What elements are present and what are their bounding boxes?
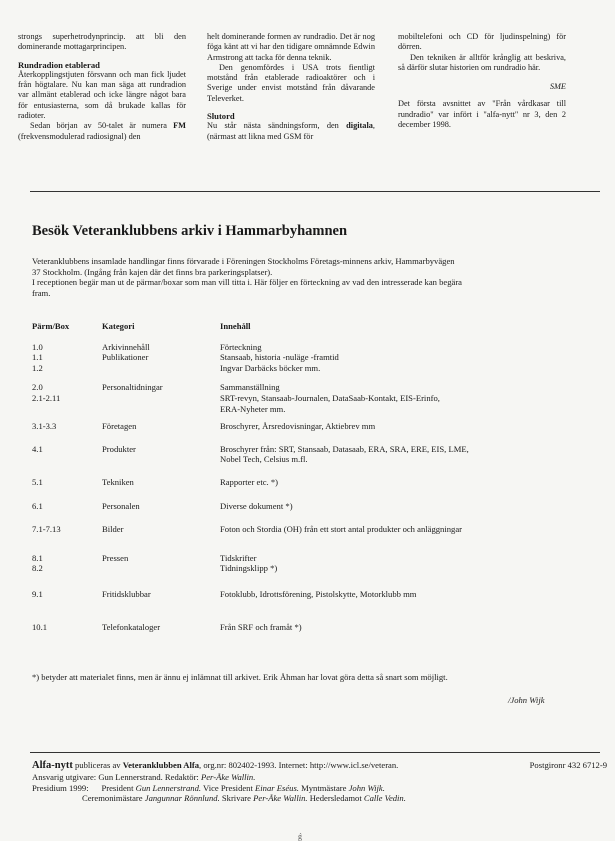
cell-content-line: Fotoklubb, Idrottsförening, Pistolskytte, Motorklubb mm — [220, 588, 417, 599]
cell-box — [32, 342, 102, 374]
text-span: (frekvensmodulerad radiosignal) den — [18, 131, 141, 141]
cell-category-line: Bilder — [102, 524, 124, 535]
digitala-term: digitala — [346, 121, 373, 131]
cell-category-line: Personalen — [102, 500, 140, 511]
cell-category — [102, 622, 220, 633]
postgiro-number: Postgironr 432 6712-9 — [529, 760, 607, 770]
cell-content-line: Förteckning — [220, 341, 262, 352]
cell-content — [220, 553, 592, 574]
text-span: , (närmast att likna med GSM för — [207, 121, 375, 141]
cell-box-line: 10.1 — [32, 621, 48, 632]
text-span: Hedersledamot — [307, 793, 364, 804]
cell-category-line: Personaltidningar — [102, 382, 163, 393]
cell-box-line: 2.1-2.11 — [32, 392, 61, 403]
cell-content — [220, 589, 592, 600]
col3-paragraph-1: mobiltelefoni och CD för ljudinspelning) för dörren. — [398, 32, 566, 52]
col3-paragraph-2: Den tekniken är alltför krånglig att beskriva, så därför slutar historien om rundradio här. — [398, 52, 566, 72]
cell-box-line: 8.1 — [32, 552, 43, 563]
footnote: *) betyder att materialet finns, men är ännu ej inlämnat till arkivet. Erik Åhman har lovat göra detta så snart som möjligt. — [32, 672, 448, 682]
intro-paragraph-1: Veteranklubbens insamlade handlingar finns förvarade i Föreningen Stockholms Företags-minnens arkiv, Hammarbyvägen 37 Stockholm. (Ingång från kajen där det finns bra parkeringsplatser). — [32, 256, 455, 277]
page-mark: ǵ — [298, 832, 302, 841]
cell-box-line: 5.1 — [32, 476, 43, 487]
fm-term: FM — [173, 121, 186, 131]
president-name: Gun Lennerstrand. — [135, 782, 202, 793]
cell-content — [220, 622, 592, 633]
table-body — [32, 342, 592, 633]
cell-box-line: 4.1 — [32, 443, 43, 454]
text-span: Myntmästare — [298, 782, 349, 793]
cell-content-line: Ingvar Darbäcks böcker mm. — [220, 362, 321, 373]
secretary-name: Per-Åke Wallin. — [253, 793, 308, 804]
archive-table — [32, 321, 592, 650]
text-span: Nu står nästa sändningsform, den — [207, 121, 347, 131]
colophon-line-4 — [32, 793, 607, 804]
cell-box-line: 7.1-7.13 — [32, 524, 61, 535]
article-signature: SME — [549, 82, 566, 92]
cell-box — [32, 477, 102, 488]
cell-box — [32, 589, 102, 600]
intro-paragraph-2: I receptionen begär man ut de pärmar/boxar som man vill titta i. Här följer en förteckning av vad den intresserade kan begära fram. — [32, 277, 462, 298]
section-heading: Besök Veteranklubbens arkiv i Hammarbyhamnen — [32, 223, 348, 239]
master-of-ceremonies-name: Jangunnar Rönnlund. — [144, 793, 220, 804]
cell-content-line: Diverse dokument *) — [220, 500, 293, 511]
colophon-line-3 — [32, 783, 607, 794]
col1-lead: strongs superhetrodynprincip. att bli den dominerande mottagarprincipen. — [18, 32, 186, 52]
text-span: President — [101, 782, 136, 793]
cell-category-line: Telefonkataloger — [102, 621, 161, 632]
cell-content-line: Rapporter etc. *) — [220, 476, 278, 487]
cell-box-line: 1.2 — [32, 362, 43, 373]
cell-content-line: Nobel Tech, Celsius m.fl. — [220, 454, 308, 465]
cell-category — [102, 477, 220, 488]
table-row — [32, 477, 592, 488]
header-category: Kategori — [102, 321, 135, 331]
cell-content-line: Från SRF och framåt *) — [220, 621, 302, 632]
cell-box — [32, 501, 102, 512]
table-row — [32, 589, 592, 600]
article-column-3 — [398, 32, 566, 130]
cell-content-line: Tidskrifter — [220, 552, 257, 563]
colophon — [32, 760, 607, 804]
header-content: Innehåll — [220, 321, 251, 331]
table-row — [32, 444, 592, 465]
cell-content — [220, 342, 592, 374]
cell-box-line: 1.1 — [32, 352, 43, 363]
cell-content-line: Foton och Stordia (OH) från ett stort antal produkter och anläggningar — [220, 524, 462, 535]
cell-content-line: Tidningsklipp *) — [220, 563, 278, 574]
cell-category-line: Pressen — [102, 552, 129, 563]
table-row — [32, 382, 592, 414]
cell-category-line — [102, 393, 220, 404]
cell-content-line: Broschyrer, Årsredovisningar, Aktiebrev mm — [220, 421, 376, 432]
table-row — [32, 342, 592, 374]
treasurer-name: John Wijk. — [348, 782, 385, 793]
cell-category — [102, 382, 220, 414]
cell-box — [32, 382, 102, 414]
cell-content — [220, 444, 592, 465]
cell-content — [220, 477, 592, 488]
cell-box — [32, 421, 102, 432]
table-header — [32, 321, 592, 332]
text-span: Sedan början av 50-talet är numera — [30, 121, 174, 131]
honorary-member-name: Calle Vedin. — [363, 793, 406, 804]
cell-category — [102, 421, 220, 432]
cell-box-line: 9.1 — [32, 588, 43, 599]
club-name: Veteranklubben Alfa — [122, 760, 200, 770]
cell-category — [102, 444, 220, 465]
cell-content-line: Broschyrer från: SRT, Stansaab, Datasaab, ERA, SRA, ERE, EIS, LME, — [220, 443, 469, 454]
cell-category-line: Arkivinnehåll — [102, 341, 150, 352]
cell-category — [102, 342, 220, 374]
cell-category-line — [102, 363, 220, 374]
divider-bottom — [30, 752, 600, 753]
table-row — [32, 524, 592, 535]
cell-content-line: ERA-Nyheter mm. — [220, 403, 286, 414]
cell-content-line: Sammanställning — [220, 382, 280, 393]
cell-category-line: Publikationer — [102, 352, 149, 363]
cell-category-line: Företagen — [102, 421, 137, 432]
text-span: Vice President — [201, 782, 256, 793]
cell-category-line: Tekniken — [102, 476, 134, 487]
colophon-line-2 — [32, 772, 607, 783]
cell-box — [32, 622, 102, 633]
cell-box-line: 8.2 — [32, 563, 43, 574]
cell-category-line: Produkter — [102, 443, 136, 454]
text-span: Presidium 1999: — [32, 782, 89, 793]
cell-category — [102, 589, 220, 600]
table-row — [32, 501, 592, 512]
cell-category — [102, 501, 220, 512]
heading-slutord: Slutord — [207, 111, 235, 122]
col2-paragraph-3 — [207, 121, 375, 142]
editor-name: Per-Åke Wallin. — [200, 771, 256, 782]
cell-box — [32, 524, 102, 535]
cell-content — [220, 382, 592, 414]
header-box: Pärm/Box — [32, 321, 70, 331]
table-row — [32, 622, 592, 633]
cell-box — [32, 444, 102, 465]
vice-president-name: Einar Eséus. — [255, 782, 299, 793]
heading-rundradion: Rundradion etablerad — [18, 59, 100, 70]
col1-paragraph-1: Återkopplingstjuten försvann och man fick ljudet från högtalare. Nu kan man säga att rundradion var allmänt etablerad och icke längre något bara för entusiasterna, som då brukade kallas för radioter. — [18, 69, 186, 121]
text-span: Skrivare — [219, 793, 254, 804]
table-row — [32, 553, 592, 574]
cell-box — [32, 553, 102, 574]
cell-box-line: 6.1 — [32, 500, 43, 511]
table-row — [32, 421, 592, 432]
text-span: Ceremonimästare — [82, 793, 145, 804]
colophon-publisher — [32, 760, 398, 772]
col3-paragraph-3: Det första avsnittet av "Från vårdkasar till rundradio" var infört i "alfa-nytt" nr 3, den 2 december 1998. — [398, 99, 566, 130]
divider-top — [30, 191, 600, 192]
cell-content — [220, 421, 592, 432]
cell-category — [102, 524, 220, 535]
cell-content — [220, 501, 592, 512]
cell-content — [220, 524, 592, 535]
colophon-line-1 — [32, 760, 607, 772]
article-column-2 — [207, 32, 375, 142]
section-signature: /John Wijk — [508, 695, 545, 705]
cell-box-line: 2.0 — [32, 382, 43, 393]
col2-paragraph-2: Den genomfördes i USA trots fientligt motstånd från etablerade radioaktörer och i Sverige under envist motstånd från dåvarande Televerket. — [207, 62, 375, 103]
brand-name: Alfa-nytt — [32, 760, 73, 771]
cell-box-line: 1.0 — [32, 341, 43, 352]
article-column-1 — [18, 32, 186, 142]
cell-content-line: SRT-revyn, Stansaab-Journalen, DataSaab-Kontakt, EIS-Erinfo, — [220, 392, 440, 403]
col1-paragraph-2 — [18, 121, 186, 142]
cell-category-line: Fritidsklubbar — [102, 588, 151, 599]
cell-box-line: 3.1-3.3 — [32, 421, 57, 432]
text-span: Ansvarig utgivare: Gun Lennerstrand. Redaktör: — [32, 771, 201, 782]
cell-category — [102, 553, 220, 574]
text-span: publiceras av — [72, 760, 123, 770]
cell-content-line: Stansaab, historia -nuläge -framtid — [220, 352, 339, 363]
col2-paragraph-1: helt dominerande formen av rundradio. Det är nog föga känt att vi har den tidigare omnämnde Edwin Armstrong att tacka för denna teknik. — [207, 32, 375, 62]
section-intro — [32, 256, 462, 298]
text-span: , org.nr: 802402-1993. Internet: http://www.icl.se/veteran. — [199, 760, 399, 770]
cell-category-line — [102, 563, 220, 574]
